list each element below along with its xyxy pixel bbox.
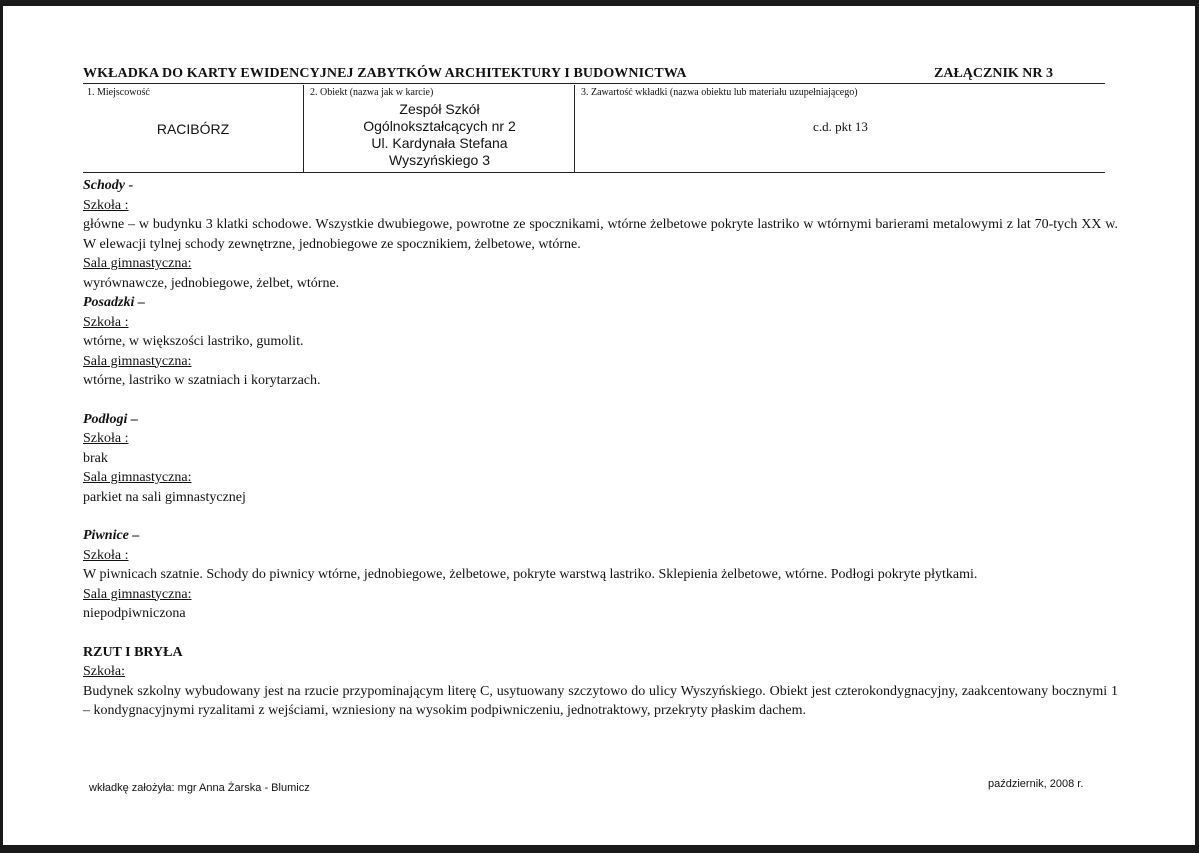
gym-label: Sala gimnastyczna:	[83, 256, 192, 271]
piwnice-school-text: W piwnicach szatnie. Schody do piwnicy wtórne, jednobiegowe, żelbetowe, pokryte warstwą lastriko. Sklepienia żelbetowe, wtórne. Podłogi pokryte płytkami.	[83, 567, 978, 582]
annex-number: ZAŁĄCZNIK NR 3	[934, 66, 1054, 81]
gym-label: Sala gimnastyczna:	[83, 586, 192, 602]
document-title: WKŁADKA DO KARTY EWIDENCYJNEJ ZABYTKÓW ARCHITEKTURY I BUDOWNICTWA	[83, 66, 687, 81]
locality-label: 1. Miejscowość	[87, 87, 150, 98]
section-heading-posadzki: Posadzki –	[83, 295, 145, 310]
section-heading-podlogi: Podłogi –	[83, 411, 138, 427]
locality-cell	[83, 85, 303, 172]
schody-school-text: główne – w budynku 3 klatki schodowe. Wszystkie dwubiegowe, powrotne ze spocznikami, wtórne żelbetowe pokryte lastriko w wtórnymi barierami metalowymi z lat 70-tych XX w. W elewacji tylnej schody zewnętrzne, jednobiegowe ze spocznikiem, żelbetowe, wtórne.	[83, 217, 1118, 252]
school-label: Szkoła :	[83, 314, 129, 330]
school-label: Szkoła :	[83, 547, 129, 563]
school-label: Szkoła :	[83, 197, 129, 213]
scan-edge-left	[0, 0, 3, 853]
title-divider	[83, 83, 1105, 84]
content-value: c.d. pkt 13	[813, 119, 868, 134]
schody-gym-text: wyrównawcze, jednobiegowe, żelbet, wtórne.	[83, 275, 340, 291]
header-table	[83, 85, 1105, 173]
posadzki-gym-text: wtórne, lastriko w szatniach i korytarzach.	[83, 373, 321, 388]
object-name	[304, 101, 575, 169]
footer-date: październik, 2008 r.	[988, 778, 1084, 790]
content-label: 3. Zawartość wkładki (nazwa obiektu lub materiału uzupełniającego)	[581, 87, 858, 98]
object-name-line: Ul. Kardynała Stefana	[371, 135, 508, 151]
podlogi-gym-text: parkiet na sali gimnastycznej	[83, 489, 246, 505]
gym-label: Sala gimnastyczna:	[83, 470, 192, 485]
section-gap	[83, 391, 1118, 410]
section-gap	[83, 507, 1118, 526]
section-heading-piwnice: Piwnice –	[83, 528, 140, 543]
gym-label: Sala gimnastyczna:	[83, 353, 192, 369]
object-cell	[303, 85, 575, 172]
object-name-line: Wyszyńskiego 3	[388, 152, 491, 168]
podlogi-school-text: brak	[83, 450, 108, 466]
school-label: Szkoła:	[83, 664, 125, 679]
rzut-school-text: Budynek szkolny wybudowany jest na rzucie przypominającym literę C, usytuowany szczytowo do ulicy Wyszyńskiego. Obiekt jest czterokondygnacyjny, zaakcentowany bocznymi 1 – kondygnacyjnymi ryzalitami z wejściami, wzniesiony na wysokim podpiwniczeniu, jednotraktowy, przekryty płaskim dachem.	[83, 683, 1118, 718]
object-name-line: Zespół Szkół	[399, 101, 480, 117]
school-label: Szkoła :	[83, 431, 129, 446]
footer-author: wkładkę założyła: mgr Anna Żarska - Blumicz	[89, 782, 310, 794]
section-gap	[83, 624, 1118, 643]
section-heading-schody: Schody -	[83, 178, 134, 193]
object-label: 2. Obiekt (nazwa jak w karcie)	[310, 87, 434, 98]
scan-edge-top	[0, 0, 1199, 6]
posadzki-school-text: wtórne, w większości lastriko, gumolit.	[83, 334, 304, 349]
piwnice-gym-text: niepodpiwniczona	[83, 606, 186, 621]
scan-edge-bottom	[0, 845, 1199, 853]
section-heading-rzut: RZUT I BRYŁA	[83, 644, 183, 660]
locality-value: RACIBÓRZ	[156, 121, 230, 137]
scan-edge-right	[1195, 0, 1199, 853]
content-cell	[574, 85, 1106, 172]
object-name-line: Ogólnokształcących nr 2	[363, 118, 516, 134]
document-body	[83, 176, 1118, 721]
